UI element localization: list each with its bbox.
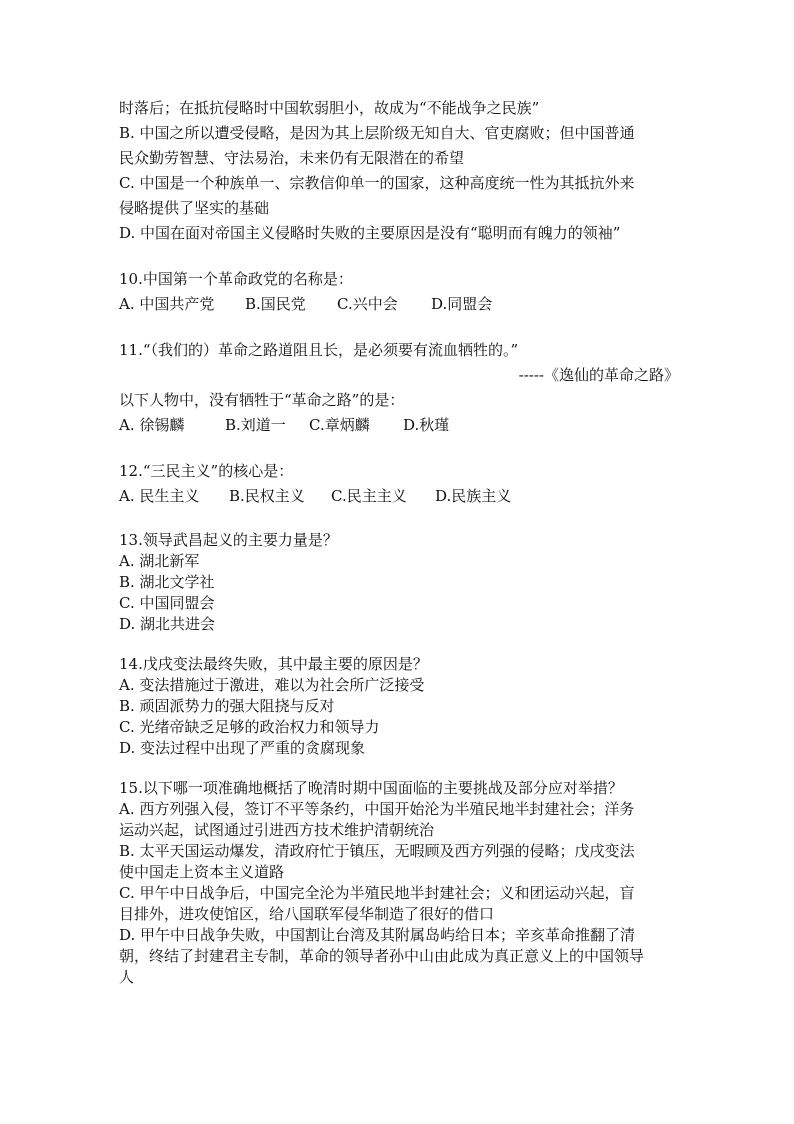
q12-stem: 12.“三民主义”的核心是： [119,462,294,480]
q14-option-b: B. 顽固派势力的强大阻挠与反对 [119,697,335,715]
q10-option-d: D.同盟会 [431,295,493,313]
q13-stem: 13.领导武昌起义的主要力量是？ [119,531,338,549]
q11-option-a: A. 徐锡麟 [119,416,185,434]
q12-option-c: C.民主主义 [331,487,407,505]
q11-stem: 以下人物中，没有牺牲于“革命之路”的是： [119,391,405,409]
q10-option-c: C.兴中会 [337,295,398,313]
q9-option-b-line1: B. 中国之所以遭受侵略，是因为其上层阶级无知自大、官吏腐败；但中国普通 [119,124,635,142]
q15-option-d-line2: 朝，终结了封建君主专制，革命的领导者孙中山由此成为真正意义上的中国领导 [119,947,645,965]
q9-option-c-line2: 侵略提供了坚实的基础 [119,199,270,217]
q9-option-b-line2: 民众勤劳智慧、守法易治，未来仍有无限潜在的希望 [119,149,465,167]
q9-option-a-end: 时落后；在抵抗侵略时中国软弱胆小，故成为“不能战争之民族” [119,99,540,117]
q15-option-c-line1: C. 甲午中日战争后，中国完全沦为半殖民地半封建社会；义和团运动兴起，盲 [119,884,635,902]
q14-option-d: D. 变法过程中出现了严重的贪腐现象 [119,739,366,757]
exam-page [119,96,679,988]
q15-option-b-line2: 使中国走上资本主义道路 [119,863,285,881]
question-11 [119,338,679,438]
q9-option-c-line1: C. 中国是一个种族单一、宗教信仰单一的国家，这种高度统一性为其抵抗外来 [119,174,635,192]
question-10 [119,267,679,317]
question-14 [119,654,679,759]
q13-option-b: B. 湖北文学社 [119,573,215,591]
q12-option-d: D.民族主义 [435,487,512,505]
q15-stem: 15.以下哪一项准确地概括了晚清时期中国面临的主要挑战及部分应对举措？ [119,779,623,797]
q11-option-d: D.秋瑾 [403,416,450,434]
q11-options [119,413,679,438]
q14-stem: 14.戊戌变法最终失败，其中最主要的原因是？ [119,655,428,673]
q11-option-c: C.章炳麟 [309,416,370,434]
q10-option-a: A. 中国共产党 [119,295,215,313]
question-13 [119,530,679,635]
question-15 [119,778,679,988]
question-9-continued [119,96,679,246]
q15-option-a-line1: A. 西方列强入侵，签订不平等条约，中国开始沦为半殖民地半封建社会；洋务 [119,800,635,818]
q12-option-b: B.民权主义 [229,487,305,505]
q13-option-d: D. 湖北共进会 [119,615,216,633]
q11-option-b: B.刘道一 [225,416,286,434]
q13-option-a: A. 湖北新军 [119,552,200,570]
q12-option-a: A. 民生主义 [119,487,200,505]
q15-option-d-line1: D. 甲午中日战争失败，中国割让台湾及其附属岛屿给日本；辛亥革命推翻了清 [119,926,636,944]
q10-stem: 10.中国第一个革命政党的名称是： [119,270,353,288]
q14-option-c: C. 光绪帝缺乏足够的政治权力和领导力 [119,718,380,736]
q9-option-d: D. 中国在面对帝国主义侵略时失败的主要原因是没有“聪明而有魄力的领袖” [119,224,621,242]
q15-option-d-line3: 人 [119,968,135,986]
q11-quote: 11.“（我们的）革命之路道阻且长，是必须要有流血牺牲的。” [119,341,519,359]
q15-option-b-line1: B. 太平天国运动爆发，清政府忙于镇压，无暇顾及西方列强的侵略；戊戌变法 [119,842,635,860]
q13-option-c: C. 中国同盟会 [119,594,215,612]
q11-source: -----《逸仙的革命之路》 [518,366,679,384]
q14-option-a: A. 变法措施过于激进，难以为社会所广泛接受 [119,676,425,694]
q10-option-b: B.国民党 [245,295,306,313]
q15-option-c-line2: 目排外，进攻使馆区，给八国联军侵华制造了很好的借口 [119,905,495,923]
question-12 [119,459,679,509]
q15-option-a-line2: 运动兴起，试图通过引进西方技术维护清朝统治 [119,821,435,839]
q12-options [119,484,679,509]
q10-options [119,292,679,317]
